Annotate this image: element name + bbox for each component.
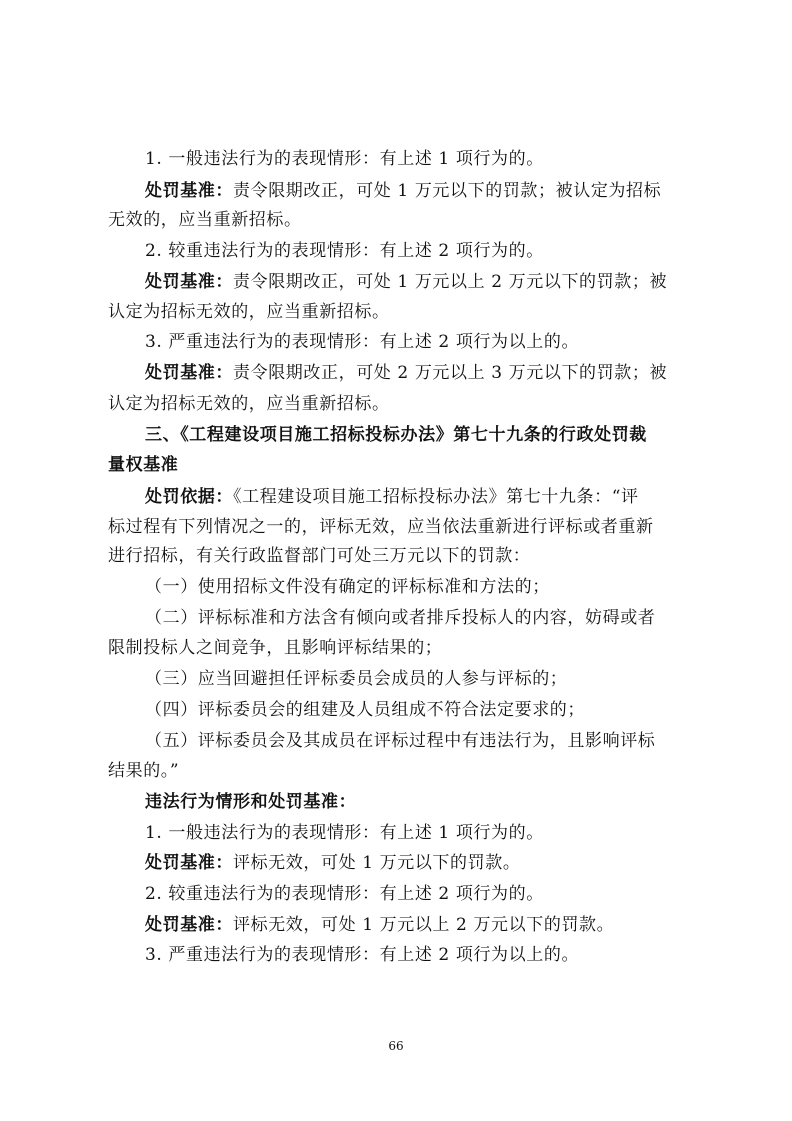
text-line: 处罚基准：责令限期改正，可处 1 万元以下的罚款；被认定为招标	[145, 181, 662, 201]
bold-label: 处罚基准：	[145, 272, 233, 292]
bold-label: 处罚基准：	[145, 363, 233, 383]
text-line: （一）使用招标文件没有确定的评标标准和方法的；	[145, 577, 550, 597]
text-line: 限制投标人之间竞争，且影响评标结果的；	[108, 638, 443, 658]
text-line: （二）评标标准和方法含有倾向或者排斥投标人的内容，妨碍或者	[145, 608, 656, 628]
text-line: （五）评标委员会及其成员在评标过程中有违法行为，且影响评标	[145, 731, 656, 751]
bold-label: 处罚基准：	[145, 853, 233, 873]
section-heading: 三、《工程建设项目施工招标投标办法》第七十九条的行政处罚裁	[145, 425, 647, 445]
bold-label: 处罚基准：	[145, 915, 233, 935]
bold-label: 处罚依据：	[145, 487, 233, 507]
text-line: 3. 严重违法行为的表现情形：有上述 2 项行为以上的。	[145, 332, 580, 352]
page-number: 66	[388, 1039, 404, 1053]
text-line: 进行招标，有关行政监督部门可处三万元以下的罚款：	[108, 546, 531, 566]
text-line: 1. 一般违法行为的表现情形：有上述 1 项行为的。	[145, 149, 544, 169]
text-line: 认定为招标无效的，应当重新招标。	[108, 394, 390, 414]
text-line: 处罚依据：《工程建设项目施工招标投标办法》第七十九条：“评	[145, 487, 639, 507]
text-line: 认定为招标无效的，应当重新招标。	[108, 302, 390, 322]
section-heading-cont: 量权基准	[108, 455, 179, 475]
text-line: （四）评标委员会的组建及人员组成不符合法定要求的；	[145, 700, 585, 720]
text-line: 2. 较重违法行为的表现情形：有上述 2 项行为的。	[145, 884, 544, 904]
bold-label: 处罚基准：	[145, 181, 233, 201]
text-line: 标过程有下列情况之一的，评标无效，应当依法重新进行评标或者重新	[108, 517, 654, 537]
text-line: 处罚基准：责令限期改正，可处 1 万元以上 2 万元以下的罚款；被	[145, 272, 668, 292]
text-line: 结果的。”	[108, 761, 180, 781]
subheading: 违法行为情形和处罚基准：	[145, 792, 357, 812]
text-line: 无效的，应当重新招标。	[108, 210, 302, 230]
text-line: 处罚基准：责令限期改正，可处 2 万元以上 3 万元以下的罚款；被	[145, 363, 668, 383]
text-line: 3. 严重违法行为的表现情形：有上述 2 项行为以上的。	[145, 945, 580, 965]
text-line: （三）应当回避担任评标委员会成员的人参与评标的；	[145, 669, 568, 689]
text-line: 1. 一般违法行为的表现情形：有上述 1 项行为的。	[145, 823, 544, 843]
text-line: 处罚基准：评标无效，可处 1 万元以上 2 万元以下的罚款。	[145, 915, 615, 935]
text-line: 2. 较重违法行为的表现情形：有上述 2 项行为的。	[145, 241, 544, 261]
text-line: 处罚基准：评标无效，可处 1 万元以下的罚款。	[145, 853, 521, 873]
